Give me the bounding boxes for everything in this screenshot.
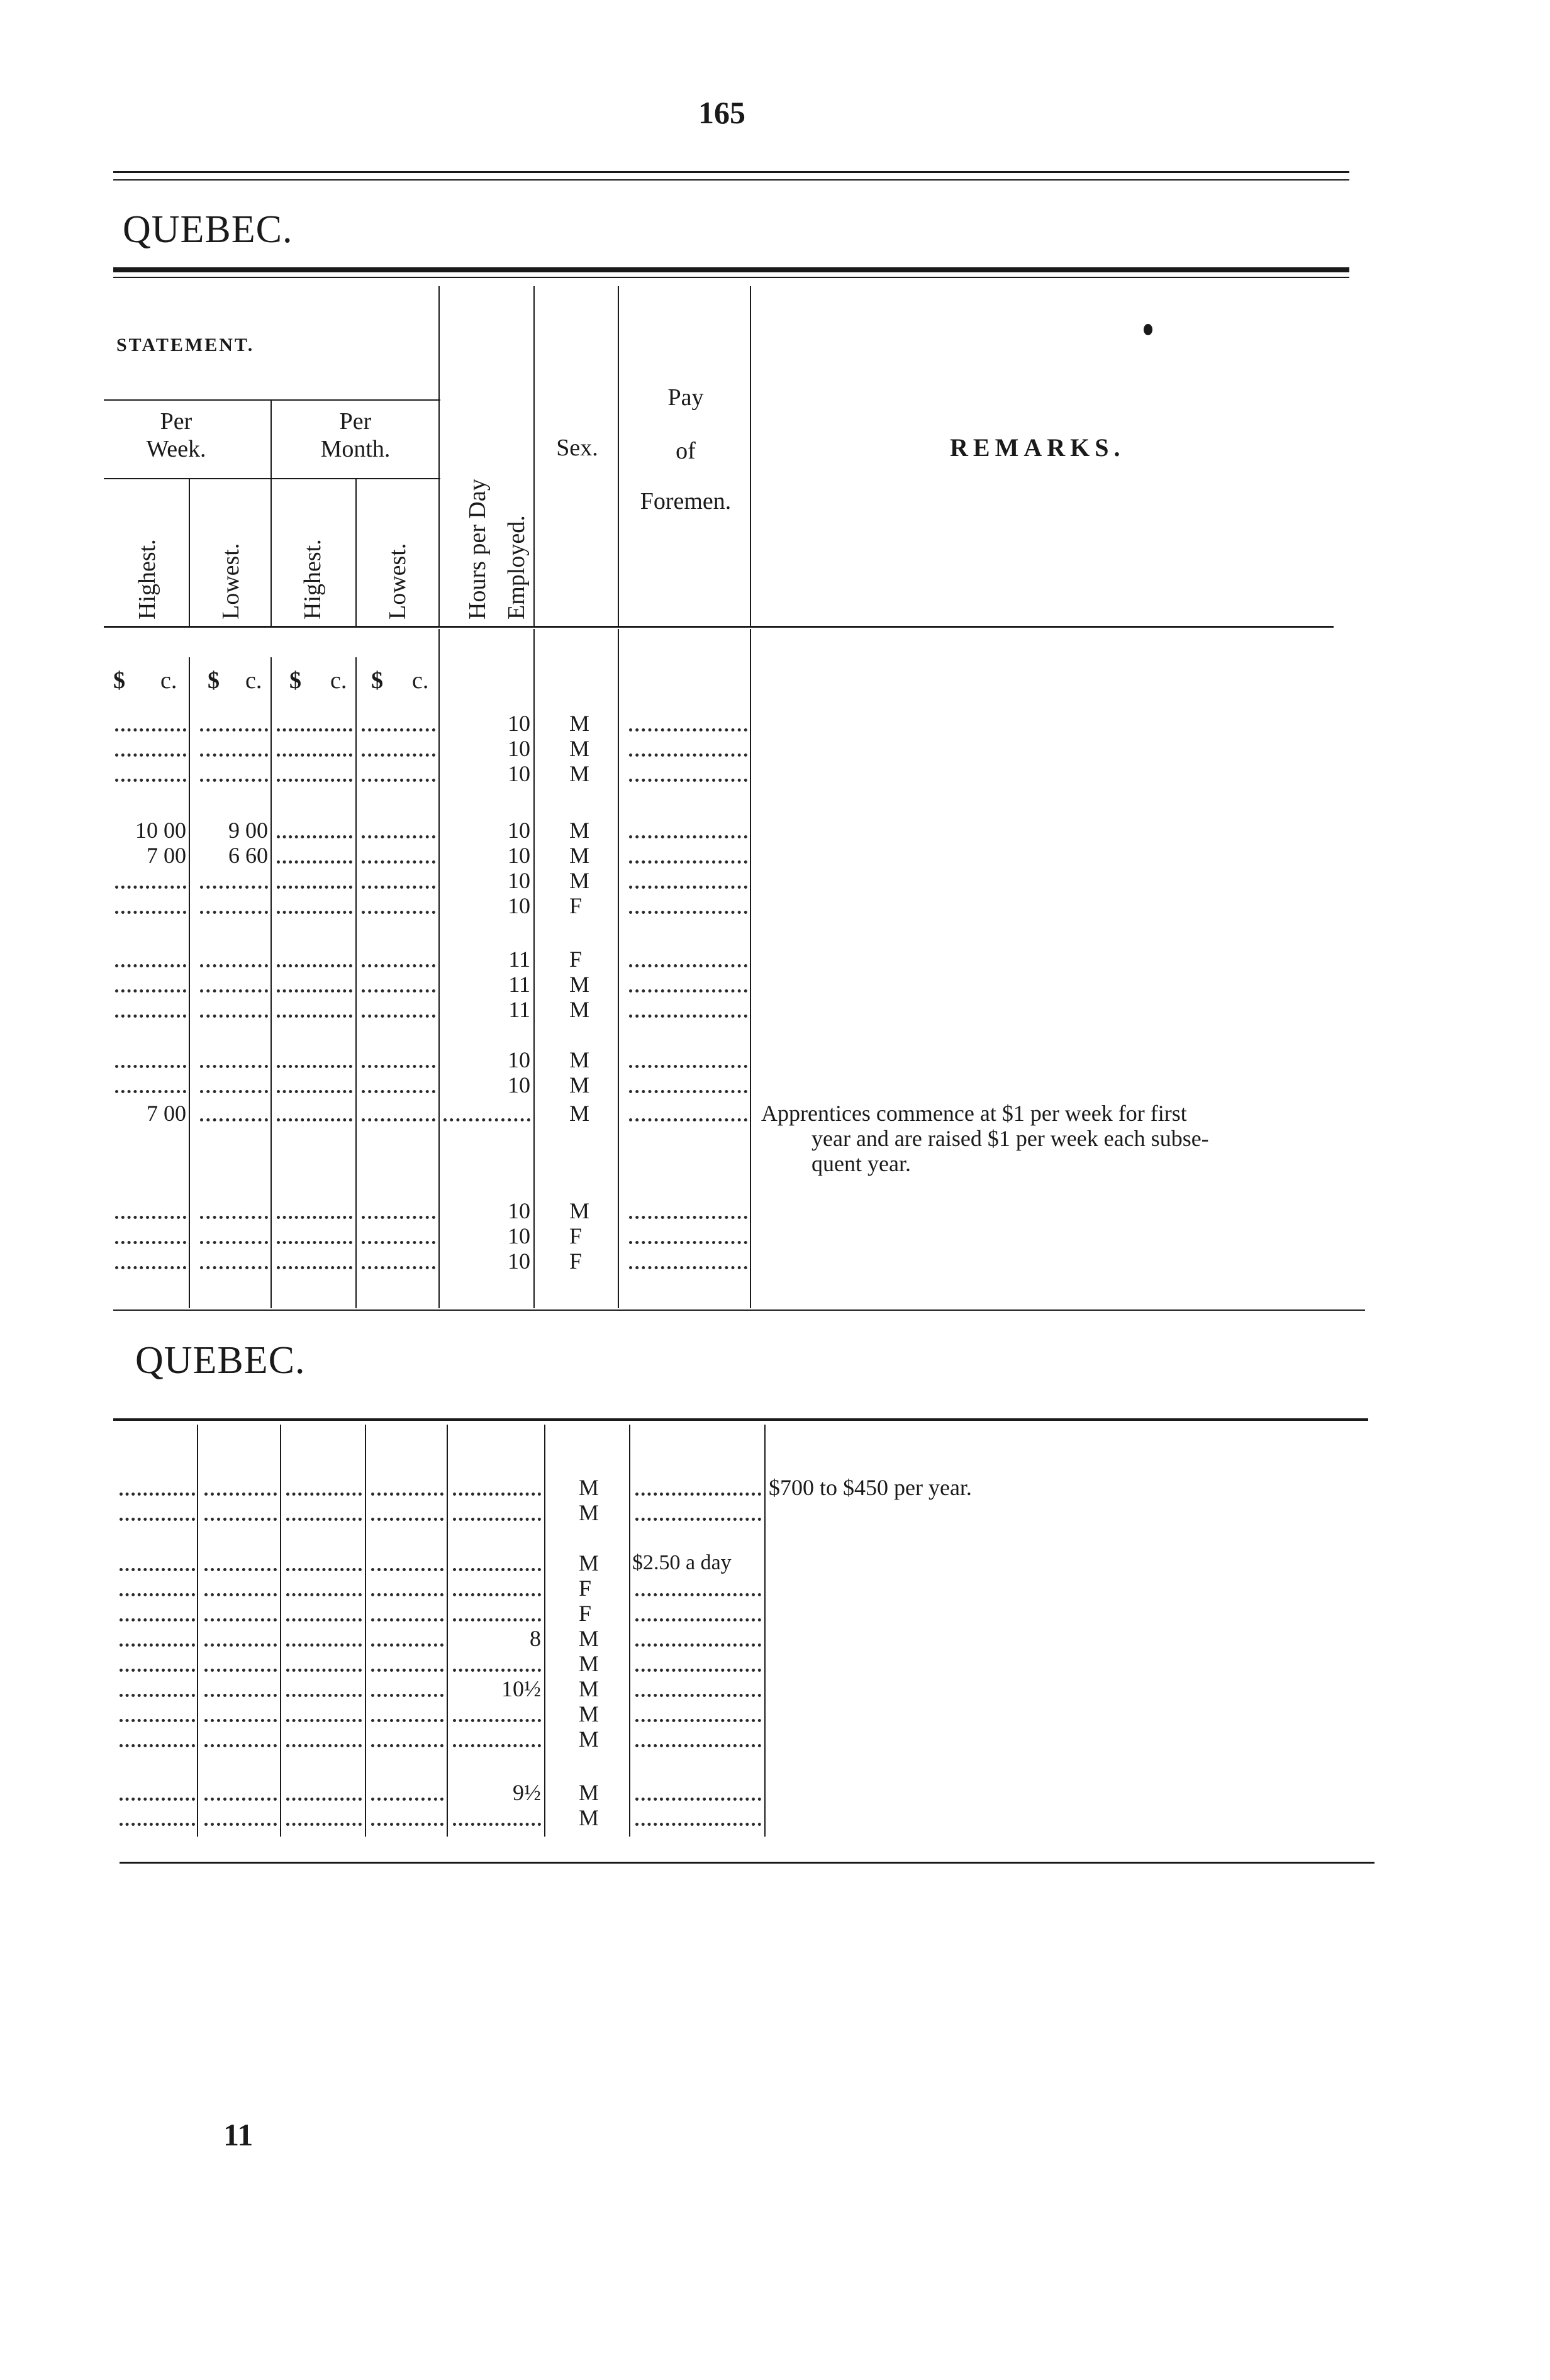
hours-value: 10 [508, 1223, 530, 1248]
dollar-4: $ [371, 667, 383, 694]
leader-dots [115, 1266, 186, 1269]
leader-dots [115, 1065, 186, 1068]
leader-dots [453, 1719, 541, 1722]
weekly-lowest: 9 00 [228, 818, 268, 843]
leader-dots [277, 1118, 352, 1121]
leader-dots [629, 1241, 747, 1244]
leader-dots [200, 1266, 268, 1269]
leader-dots [286, 1518, 362, 1521]
leader-dots [115, 779, 186, 782]
leader-dots [362, 1118, 435, 1121]
leader-dots [115, 753, 186, 757]
leader-dots [277, 911, 352, 914]
leader-dots [629, 779, 747, 782]
leader-dots [629, 728, 747, 731]
leader-dots [286, 1643, 362, 1647]
leader-dots [362, 753, 435, 757]
cents-3: c. [330, 667, 347, 694]
sex-value: M [569, 736, 590, 761]
leader-dots [635, 1669, 761, 1672]
leader-dots [277, 1065, 352, 1068]
leader-dots [286, 1593, 362, 1596]
sex-value: M [569, 1101, 590, 1126]
leader-dots [204, 1593, 277, 1596]
leader-dots [115, 1090, 186, 1093]
leader-dots [277, 1015, 352, 1018]
leader-dots [200, 728, 268, 731]
remark-line-2: year and are raised $1 per week each subse- [811, 1126, 1209, 1151]
body-v-2 [270, 657, 272, 1308]
hdr-v-6 [618, 286, 619, 626]
leader-dots [629, 1015, 747, 1018]
hdr-v-2 [270, 399, 272, 626]
highest-month-header: Highest. [299, 539, 326, 620]
body-v-3 [355, 657, 357, 1308]
per-month-header: Per Month. [320, 408, 391, 462]
leader-dots [362, 1241, 435, 1244]
weekly-highest: 10 00 [135, 818, 186, 843]
pay-header: Pay [667, 384, 704, 411]
body-v-1 [189, 657, 190, 1308]
header-rule-1 [104, 399, 440, 401]
highest-week-header: Highest. [134, 539, 160, 620]
sex-value: M [569, 1072, 590, 1098]
leader-dots [362, 860, 435, 864]
leader-dots [200, 886, 268, 889]
of-header: of [676, 438, 696, 464]
sex-value: M [569, 972, 590, 997]
leader-dots [635, 1694, 761, 1697]
leader-dots [115, 989, 186, 993]
leader-dots [453, 1518, 541, 1521]
leader-dots [371, 1568, 443, 1571]
leader-dots [200, 989, 268, 993]
leader-dots [120, 1823, 195, 1826]
leader-dots [362, 886, 435, 889]
s2-v-5 [544, 1425, 545, 1837]
leader-dots [204, 1669, 277, 1672]
hours-value: 11 [508, 972, 530, 997]
leader-dots [115, 1241, 186, 1244]
leader-dots [115, 1015, 186, 1018]
leader-dots [362, 1015, 435, 1018]
hours-value: 9½ [513, 1780, 541, 1805]
leader-dots [371, 1643, 443, 1647]
cents-1: c. [160, 667, 177, 694]
leader-dots [204, 1694, 277, 1697]
section2-title-rule [113, 1418, 1368, 1421]
weekly-lowest: 6 60 [228, 843, 268, 868]
leader-dots [635, 1798, 761, 1801]
leader-dots [286, 1568, 362, 1571]
title-rule [113, 267, 1349, 272]
leader-dots [286, 1669, 362, 1672]
sex-value: F [579, 1576, 592, 1601]
dollar-1: $ [113, 667, 125, 694]
leader-dots [371, 1669, 443, 1672]
leader-dots [120, 1798, 195, 1801]
leader-dots [371, 1593, 443, 1596]
hours-value: 10 [508, 1047, 530, 1072]
sex-value: M [579, 1727, 599, 1752]
hours-value: 10½ [501, 1676, 541, 1701]
leader-dots [204, 1823, 277, 1826]
body-v-4 [438, 629, 440, 1308]
leader-dots [120, 1493, 195, 1496]
leader-dots [371, 1744, 443, 1747]
sex-value: M [579, 1780, 599, 1805]
leader-dots [277, 989, 352, 993]
sex-value: M [579, 1676, 599, 1701]
sex-value: M [569, 997, 590, 1022]
leader-dots [286, 1694, 362, 1697]
leader-dots [277, 860, 352, 864]
cents-4: c. [412, 667, 429, 694]
leader-dots [635, 1518, 761, 1521]
remarks-header: REMARKS. [950, 433, 1125, 462]
lowest-week-header: Lowest. [218, 543, 244, 620]
leader-dots [362, 728, 435, 731]
leader-dots [371, 1719, 443, 1722]
leader-dots [277, 728, 352, 731]
leader-dots [629, 964, 747, 967]
leader-dots [453, 1568, 541, 1571]
leader-dots [204, 1744, 277, 1747]
leader-dots [200, 779, 268, 782]
sex-value: M [569, 843, 590, 868]
leader-dots [286, 1719, 362, 1722]
footer-number: 11 [223, 2117, 254, 2152]
leader-dots [635, 1643, 761, 1647]
foremen-header: Foremen. [640, 488, 732, 514]
leader-dots [277, 964, 352, 967]
leader-dots [629, 1065, 747, 1068]
leader-dots [629, 1266, 747, 1269]
leader-dots [635, 1593, 761, 1596]
dollar-3: $ [289, 667, 301, 694]
hours-value: 10 [508, 868, 530, 893]
leader-dots [115, 1216, 186, 1219]
leader-dots [371, 1518, 443, 1521]
per-week-header: Per Week. [146, 408, 206, 462]
s2-v-1 [197, 1425, 198, 1837]
section1-bottom-rule [113, 1310, 1365, 1311]
body-v-6 [618, 629, 619, 1308]
section-title: QUEBEC. [123, 208, 293, 251]
leader-dots [115, 886, 186, 889]
sex-value: F [569, 893, 583, 918]
leader-dots [200, 964, 268, 967]
hours-value: 10 [508, 818, 530, 843]
leader-dots [120, 1719, 195, 1722]
hours-value: 11 [508, 997, 530, 1022]
leader-dots [200, 1118, 268, 1121]
currency-row [113, 667, 440, 698]
leader-dots [200, 911, 268, 914]
leader-dots [362, 964, 435, 967]
title-rule-thin [113, 277, 1349, 278]
hours-value: 10 [508, 1198, 530, 1223]
leader-dots [635, 1493, 761, 1496]
leader-dots [204, 1719, 277, 1722]
leader-dots [120, 1618, 195, 1621]
leader-dots [362, 835, 435, 838]
sex-value: F [569, 1248, 583, 1274]
leader-dots [277, 779, 352, 782]
leader-dots [204, 1643, 277, 1647]
hdr-v-1 [189, 478, 190, 626]
sex-value: F [569, 947, 583, 972]
sex-header: Sex. [556, 435, 598, 461]
remark-apprentices [761, 1101, 1365, 1176]
hours-value: 11 [508, 947, 530, 972]
hours-value: 8 [530, 1626, 541, 1651]
sex-value: M [569, 1047, 590, 1072]
s2-v-2 [280, 1425, 281, 1837]
hours-value: 10 [508, 893, 530, 918]
leader-dots [371, 1823, 443, 1826]
leader-dots [629, 911, 747, 914]
leader-dots [277, 835, 352, 838]
lowest-month-header: Lowest. [384, 543, 411, 620]
leader-dots [277, 1090, 352, 1093]
leader-dots [362, 779, 435, 782]
hdr-v-3 [355, 478, 357, 626]
leader-dots [200, 1015, 268, 1018]
leader-dots [629, 886, 747, 889]
sex-value: M [579, 1805, 599, 1830]
body-v-5 [533, 629, 535, 1308]
leader-dots [200, 753, 268, 757]
weekly-highest: 7 00 [147, 1101, 186, 1126]
leader-dots [277, 1266, 352, 1269]
hours-value: 10 [508, 1072, 530, 1098]
leader-dots [204, 1568, 277, 1571]
leader-dots [120, 1744, 195, 1747]
top-rule-thin [113, 179, 1349, 181]
leader-dots [453, 1669, 541, 1672]
leader-dots [200, 1065, 268, 1068]
leader-dots [286, 1493, 362, 1496]
leader-dots [629, 835, 747, 838]
sex-value: M [579, 1500, 599, 1525]
leader-dots [453, 1493, 541, 1496]
leader-dots [200, 1241, 268, 1244]
hours-value: 10 [508, 843, 530, 868]
leader-dots [362, 1065, 435, 1068]
leader-dots [362, 1090, 435, 1093]
leader-dots [120, 1518, 195, 1521]
leader-dots [277, 753, 352, 757]
hours-header: Hours per Day Employed. [464, 479, 530, 620]
leader-dots [371, 1798, 443, 1801]
body-v-7 [750, 629, 751, 1308]
leader-dots [286, 1618, 362, 1621]
leader-dots [362, 1266, 435, 1269]
hours-value: 10 [508, 1248, 530, 1274]
leader-dots [120, 1593, 195, 1596]
hours-value: 10 [508, 736, 530, 761]
sex-value: M [579, 1651, 599, 1676]
leader-dots [286, 1823, 362, 1826]
leader-dots [115, 728, 186, 731]
leader-dots [635, 1719, 761, 1722]
leader-dots [362, 1216, 435, 1219]
sex-value: M [569, 761, 590, 786]
header-rule-2 [104, 478, 440, 479]
sex-value: F [569, 1223, 583, 1248]
section2-title: QUEBEC. [135, 1339, 306, 1382]
leader-dots [443, 1118, 530, 1121]
sex-value: M [579, 1626, 599, 1651]
section2-bottom-rule [120, 1862, 1374, 1864]
cents-2: c. [245, 667, 262, 694]
remark-line-3: quent year. [811, 1151, 911, 1176]
foremen-pay-value: $2.50 a day [632, 1551, 732, 1574]
sex-value: M [579, 1475, 599, 1500]
leader-dots [629, 753, 747, 757]
leader-dots [453, 1823, 541, 1826]
leader-dots [629, 1216, 747, 1219]
statement-label: STATEMENT. [116, 335, 255, 355]
leader-dots [115, 911, 186, 914]
leader-dots [200, 1216, 268, 1219]
s2-v-6 [629, 1425, 630, 1837]
top-rule [113, 171, 1349, 173]
sex-value: M [569, 711, 590, 736]
leader-dots [277, 1241, 352, 1244]
row-remark: $700 to $450 per year. [769, 1475, 972, 1500]
leader-dots [277, 886, 352, 889]
weekly-highest: 7 00 [147, 843, 186, 868]
leader-dots [362, 911, 435, 914]
leader-dots [635, 1823, 761, 1826]
leader-dots [371, 1618, 443, 1621]
dollar-2: $ [208, 667, 220, 694]
leader-dots [629, 1118, 747, 1121]
leader-dots [204, 1798, 277, 1801]
page-number: 165 [698, 95, 745, 130]
hours-value: 10 [508, 711, 530, 736]
leader-dots [277, 1216, 352, 1219]
hdr-v-4 [438, 286, 440, 626]
leader-dots [120, 1643, 195, 1647]
sex-value: F [579, 1601, 592, 1626]
leader-dots [204, 1618, 277, 1621]
s2-v-4 [447, 1425, 448, 1837]
sex-value: M [569, 818, 590, 843]
leader-dots [371, 1493, 443, 1496]
leader-dots [371, 1694, 443, 1697]
remark-line-1: Apprentices commence at $1 per week for first [761, 1101, 1187, 1126]
sex-value: M [569, 1198, 590, 1223]
leader-dots [453, 1618, 541, 1621]
leader-dots [200, 1090, 268, 1093]
s2-v-3 [365, 1425, 366, 1837]
s2-v-7 [764, 1425, 766, 1837]
leader-dots [629, 989, 747, 993]
hdr-v-7 [750, 286, 751, 626]
leader-dots [629, 860, 747, 864]
leader-dots [635, 1744, 761, 1747]
hours-value: 10 [508, 761, 530, 786]
leader-dots [635, 1618, 761, 1621]
leader-dots [120, 1669, 195, 1672]
header-bottom-rule [104, 626, 1334, 628]
remarks-dot [1144, 324, 1152, 335]
sex-value: M [579, 1550, 599, 1576]
leader-dots [629, 1090, 747, 1093]
sex-value: M [579, 1701, 599, 1727]
leader-dots [115, 964, 186, 967]
leader-dots [286, 1798, 362, 1801]
sex-value: M [569, 868, 590, 893]
leader-dots [362, 989, 435, 993]
leader-dots [120, 1568, 195, 1571]
leader-dots [453, 1744, 541, 1747]
leader-dots [453, 1593, 541, 1596]
leader-dots [120, 1694, 195, 1697]
leader-dots [204, 1493, 277, 1496]
leader-dots [286, 1744, 362, 1747]
leader-dots [204, 1518, 277, 1521]
